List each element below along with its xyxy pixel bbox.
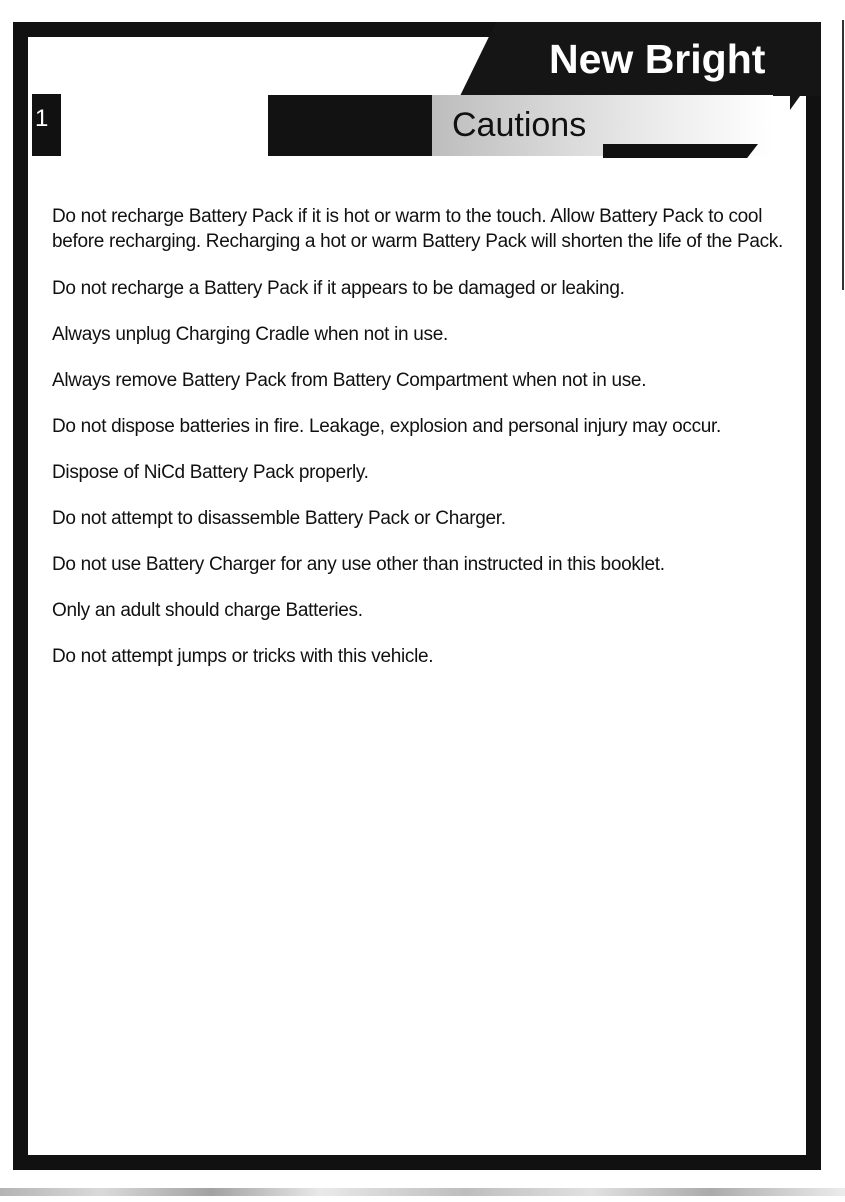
caution-item: Only an adult should charge Batteries. <box>52 600 363 621</box>
caution-item: Do not use Battery Charger for any use other than instructed in this booklet. <box>52 554 665 575</box>
caution-item: Always remove Battery Pack from Battery Compartment when not in use. <box>52 370 647 391</box>
caution-item: Do not attempt to disassemble Battery Pack or Charger. <box>52 508 506 529</box>
caution-item: Do not attempt jumps or tricks with this vehicle. <box>52 646 434 667</box>
scan-edge-mark <box>842 20 844 290</box>
section-heading-underline <box>603 144 758 158</box>
page-number: 1 <box>35 105 49 132</box>
scan-bottom-edge <box>0 1188 845 1196</box>
brand-name: New Bright <box>549 36 766 82</box>
caution-item: Do not recharge a Battery Pack if it appears to be damaged or leaking. <box>52 278 625 299</box>
cautions-list <box>52 204 787 690</box>
caution-item: Always unplug Charging Cradle when not in use. <box>52 324 448 345</box>
caution-item: Do not dispose batteries in fire. Leakage, explosion and personal injury may occur. <box>52 416 721 437</box>
caution-item: Dispose of NiCd Battery Pack properly. <box>52 462 369 483</box>
section-title: Cautions <box>452 106 587 144</box>
caution-item: Do not recharge Battery Pack if it is hot or warm to the touch. Allow Battery Pack to cool before recharging. Recharging a hot or warm Battery Pack will shorten the life of the Pack. <box>52 206 783 252</box>
section-heading-dark-block <box>268 95 432 156</box>
